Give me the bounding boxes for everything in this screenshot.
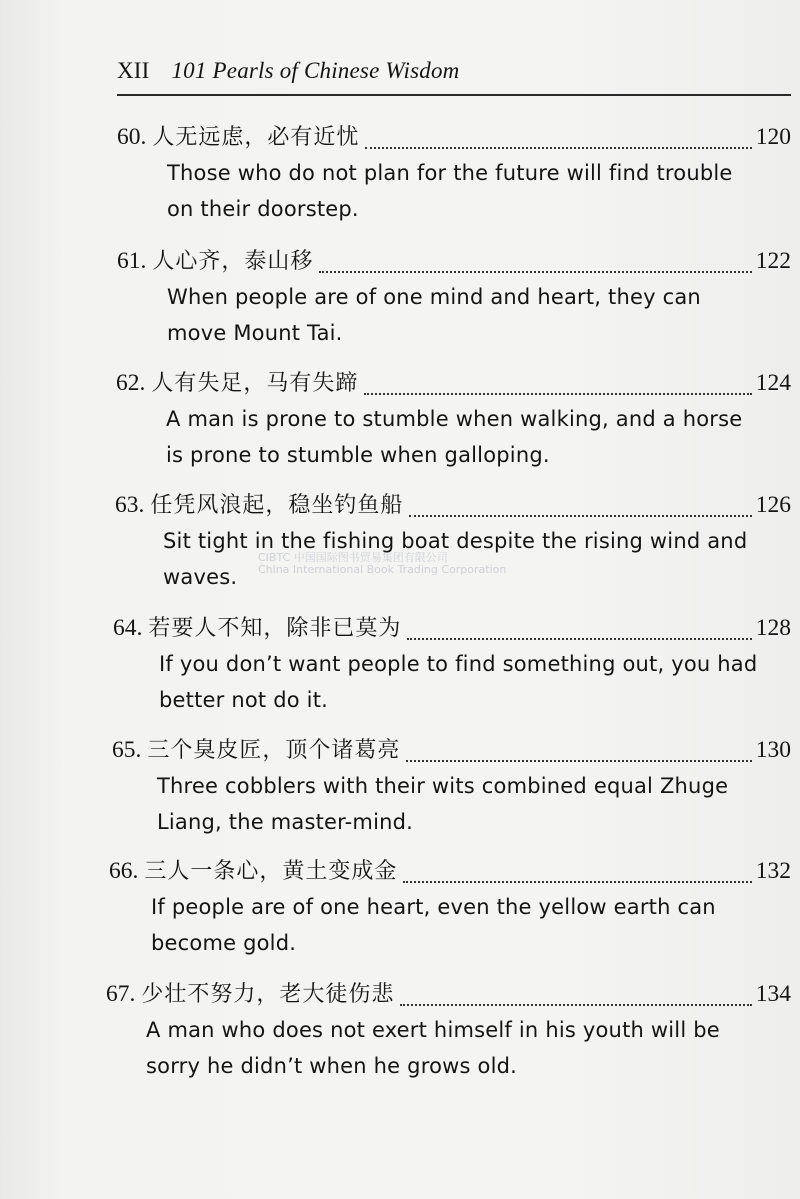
dot-leader <box>364 393 751 395</box>
watermark-line-1: CIBTC 中国国际图书贸易集团有限公司 <box>258 551 448 564</box>
entry-number: 62. <box>116 370 146 396</box>
entry-number: 67. <box>106 981 136 1007</box>
toc-entry-62 <box>116 366 791 473</box>
entry-chinese-title: 少壮不努力，老大徒伤悲 <box>141 982 395 1007</box>
entry-page-number: 132 <box>755 858 791 884</box>
entry-chinese-title: 三个臭皮匠，顶个诸葛亮 <box>147 738 401 763</box>
toc-entry-61 <box>117 244 791 351</box>
entry-number: 65. <box>112 737 142 763</box>
dot-leader <box>365 147 751 149</box>
entry-page-number: 134 <box>755 981 791 1007</box>
entry-number: 63. <box>115 492 145 518</box>
toc-entry-65 <box>112 733 791 840</box>
dot-leader <box>407 638 751 640</box>
entry-chinese-title: 任凭风浪起，稳坐钓鱼船 <box>150 493 404 518</box>
entry-page-number: 122 <box>755 248 791 274</box>
entry-english-translation: If people are of one heart, even the yellow earth can become gold. <box>151 895 716 955</box>
entry-number: 60. <box>117 124 147 150</box>
watermark-line-2: China International Book Trading Corporation <box>258 563 507 576</box>
entry-english-translation: Sit tight in the fishing boat despite the rising wind and waves. <box>163 529 748 589</box>
entry-page-number: 126 <box>755 492 791 518</box>
entry-chinese-title: 若要人不知，除非已莫为 <box>148 616 402 641</box>
entry-chinese-title: 人心齐，泰山移 <box>152 249 314 274</box>
toc-entry-63 <box>115 488 791 595</box>
header-rule <box>117 94 791 96</box>
book-title: 101 Pearls of Chinese Wisdom <box>171 58 460 83</box>
toc-entry-60 <box>117 120 791 227</box>
entry-chinese-title: 人有失足，马有失蹄 <box>151 371 359 396</box>
entry-english-translation: A man who does not exert himself in his youth will be sorry he didn’t when he grows old. <box>146 1018 720 1078</box>
entry-chinese-title: 人无远虑，必有近忧 <box>152 125 360 150</box>
entry-english-translation: Those who do not plan for the future will find trouble on their doorstep. <box>167 161 733 221</box>
entry-english-translation: If you don’t want people to find something out, you had better not do it. <box>159 652 758 712</box>
entry-english-translation: Three cobblers with their wits combined equal Zhuge Liang, the master-mind. <box>157 774 729 834</box>
dot-leader <box>403 881 751 883</box>
toc-entry-64 <box>113 611 791 718</box>
page-number-roman: XII <box>117 58 150 83</box>
toc-entry-67 <box>106 977 791 1084</box>
entry-chinese-title: 三人一条心，黄土变成金 <box>144 859 398 884</box>
running-header <box>117 58 459 84</box>
dot-leader <box>400 1004 751 1006</box>
entry-page-number: 124 <box>755 370 791 396</box>
dot-leader <box>319 271 751 273</box>
entry-page-number: 128 <box>755 615 791 641</box>
entry-number: 61. <box>117 248 147 274</box>
toc-entry-66 <box>109 854 791 961</box>
entry-english-translation: A man is prone to stumble when walking, and a horse is prone to stumble when galloping. <box>166 407 743 467</box>
dot-leader <box>409 515 751 517</box>
entry-english-translation: When people are of one mind and heart, they can move Mount Tai. <box>167 285 701 345</box>
entry-number: 66. <box>109 858 139 884</box>
entry-number: 64. <box>113 615 143 641</box>
dot-leader <box>406 760 751 762</box>
entry-page-number: 120 <box>755 124 791 150</box>
entry-page-number: 130 <box>755 737 791 763</box>
